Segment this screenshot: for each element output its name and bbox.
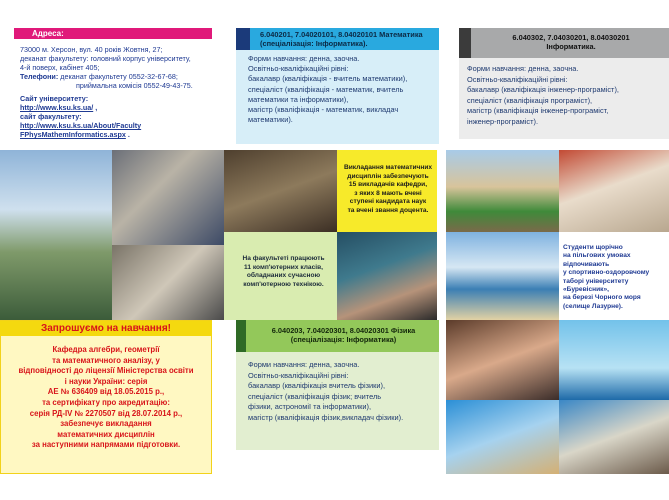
phone-label: Телефони: xyxy=(20,72,59,81)
students-note-line: відпочивають xyxy=(563,260,610,268)
beach-photo xyxy=(446,232,559,320)
faculty-site-tail: . xyxy=(125,130,130,139)
physics-detail-line: спеціаліст (кваліфікація фізик; вчитель xyxy=(248,391,382,401)
uni-site-tail: , xyxy=(93,103,98,112)
address-block xyxy=(20,45,220,139)
address-line: 4-й поверх, кабінет 405; xyxy=(20,63,100,72)
math-detail-line: Форми навчання: денна, заочна. xyxy=(248,54,360,63)
math-detail-line: математики). xyxy=(248,115,293,125)
invitation-line: Кафедра алгебри, геометрії xyxy=(52,345,160,354)
math-program-code: 6.040201, 7.04020101, 8.04020101 Математика xyxy=(260,30,423,39)
math-program-header xyxy=(236,28,439,50)
informatics-program-details xyxy=(467,64,667,127)
students-festival-photo xyxy=(446,400,559,474)
resort-camp-photo xyxy=(446,150,559,232)
phone-line: деканат факультету 0552-32-67-68; xyxy=(58,72,178,81)
invitation-line: та математичного аналізу, у xyxy=(52,355,160,365)
informatics-detail-line: інженер-програміст). xyxy=(467,116,538,126)
math-detail-line: магістр (кваліфікація - математик, викладач xyxy=(248,105,399,115)
students-outdoor-photo xyxy=(559,400,669,474)
invitation-line: за наступними напрямами підготовки. xyxy=(31,440,181,450)
teachers-note-line: та вчені звання доцента. xyxy=(347,206,429,214)
informatics-detail-line: Освітньо-кваліфікаційні рівні: xyxy=(467,74,568,84)
students-note-line: у спортивно-оздоровчому xyxy=(563,269,650,277)
phone-row xyxy=(20,72,220,81)
students-note-line: на пільгових умовах xyxy=(563,252,631,260)
professor-portrait-photo xyxy=(337,232,437,320)
students-note-line: на березі Чорного моря xyxy=(563,294,641,302)
informatics-program-header xyxy=(459,28,669,58)
faculty-site-label: сайт факультету: xyxy=(20,112,82,121)
informatics-detail-line: бакалавр (кваліфікація інженер-програміст), xyxy=(467,85,619,94)
math-detail-line: бакалавр (кваліфікація - вчитель математики), xyxy=(248,74,408,84)
physics-detail-line: Форми навчання: денна, заочна. xyxy=(248,360,360,369)
uni-site-label: Сайт університету: xyxy=(20,94,89,103)
physics-detail-line: Освітньо-кваліфікаційні рівні: xyxy=(248,370,349,380)
camp-room-photo xyxy=(559,150,669,232)
informatics-header-stripe xyxy=(459,28,471,58)
physics-detail-line: фізики, астрономії та інформатики), xyxy=(248,402,372,411)
invitation-text xyxy=(6,345,206,451)
computers-note-line: На факультеті працюють xyxy=(242,255,325,262)
computers-note-line: обладнаних сучасною xyxy=(246,272,321,280)
uni-site-link[interactable]: http://www.ksu.ks.ua/ xyxy=(20,103,94,112)
math-detail-line: математики та інформатики), xyxy=(248,94,349,104)
teachers-note-line: ступені кандидата наук xyxy=(349,198,427,206)
physics-detail-line: бакалавр (кваліфікація вчитель фізики), xyxy=(248,381,386,390)
university-building-photo xyxy=(0,150,112,320)
invitation-line: АЕ № 636409 від 18.05.2015 р., xyxy=(47,387,165,397)
students-note-line: (селище Лазурне). xyxy=(563,302,623,310)
students-event-photo xyxy=(559,320,669,400)
physics-program-header xyxy=(236,320,439,352)
faculty-site-link[interactable]: http://www.ksu.ks.ua/About/Faculty xyxy=(20,121,142,130)
invitation-line: і науки України: серія xyxy=(64,376,148,386)
physics-header-stripe xyxy=(236,320,246,352)
teachers-note xyxy=(343,164,433,216)
phone-line-2: приймальна комісія 0552-49-43-75. xyxy=(76,81,193,90)
informatics-detail-line: спеціаліст (кваліфікація програміст), xyxy=(467,95,593,105)
address-heading: Адреса: xyxy=(14,28,212,39)
math-program-details xyxy=(248,54,436,125)
invitation-line: забезпечує викладання xyxy=(60,419,152,429)
students-note-line: «Буревісник», xyxy=(563,286,609,294)
students-note-line: Студенти щорічно xyxy=(563,244,623,251)
physics-program-details xyxy=(248,360,436,423)
math-detail-line: Освітньо-кваліфікаційні рівні: xyxy=(248,64,349,74)
teachers-note-line: Викладання математичних xyxy=(343,164,433,171)
physics-detail-line: магістр (кваліфікація фізик,викладач фізики). xyxy=(248,412,404,422)
students-note-line: таборі університету xyxy=(563,277,629,285)
computers-note-line: комп'ютерною технікою. xyxy=(243,280,324,288)
math-program-spec: (спеціалізація: Інформатика). xyxy=(260,39,368,48)
address-line: 73000 м. Херсон, вул. 40 років Жовтня, 27; xyxy=(20,45,163,54)
teachers-note-line: з яких 8 мають вчені xyxy=(354,189,422,197)
students-at-computers-photo xyxy=(112,245,224,320)
math-header-stripe xyxy=(236,28,250,50)
invitation-line: математичних дисциплін xyxy=(57,429,155,439)
students-note xyxy=(563,244,667,311)
teachers-note-line: дисциплін забезпечують xyxy=(347,172,429,180)
faculty-site-link-cont[interactable]: FPhysMathemInformatics.aspx xyxy=(20,130,126,139)
informatics-program-spec: Інформатика. xyxy=(546,42,596,51)
invitation-line: відповідності до ліцензії Міністерства освіти xyxy=(18,366,194,376)
invitation-line: та сертифікату про акредитацію: xyxy=(42,397,170,407)
physics-program-spec: (спеціалізація: Інформатика) xyxy=(290,335,397,344)
invitation-line: серія РД-IV № 2270507 від 28.07.2014 р., xyxy=(29,408,183,418)
physics-program-code: 6.040203, 7.04020301, 8.04020301 Фізика xyxy=(271,326,416,335)
teachers-note-line: 15 викладачів кафедри, xyxy=(348,181,428,189)
computer-lab-photo xyxy=(112,150,224,245)
address-line: деканат факультету: головний корпус університету, xyxy=(20,54,191,63)
computers-note-line: 11 комп'ютерних класів, xyxy=(244,263,323,271)
informatics-program-code: 6.040302, 7.04030201, 8.04030201 xyxy=(512,33,630,42)
informatics-detail-line: Форми навчання: денна, заочна. xyxy=(467,64,579,73)
invitation-title: Запрошуємо на навчання! xyxy=(0,321,212,336)
students-group-photo xyxy=(446,320,559,400)
computers-note xyxy=(236,255,331,289)
classroom-photo xyxy=(224,150,337,232)
informatics-detail-line: магістр (кваліфікація інженер-програміст, xyxy=(467,106,609,115)
math-detail-line: спеціаліст (кваліфікація - математик, вчитель xyxy=(248,84,404,94)
